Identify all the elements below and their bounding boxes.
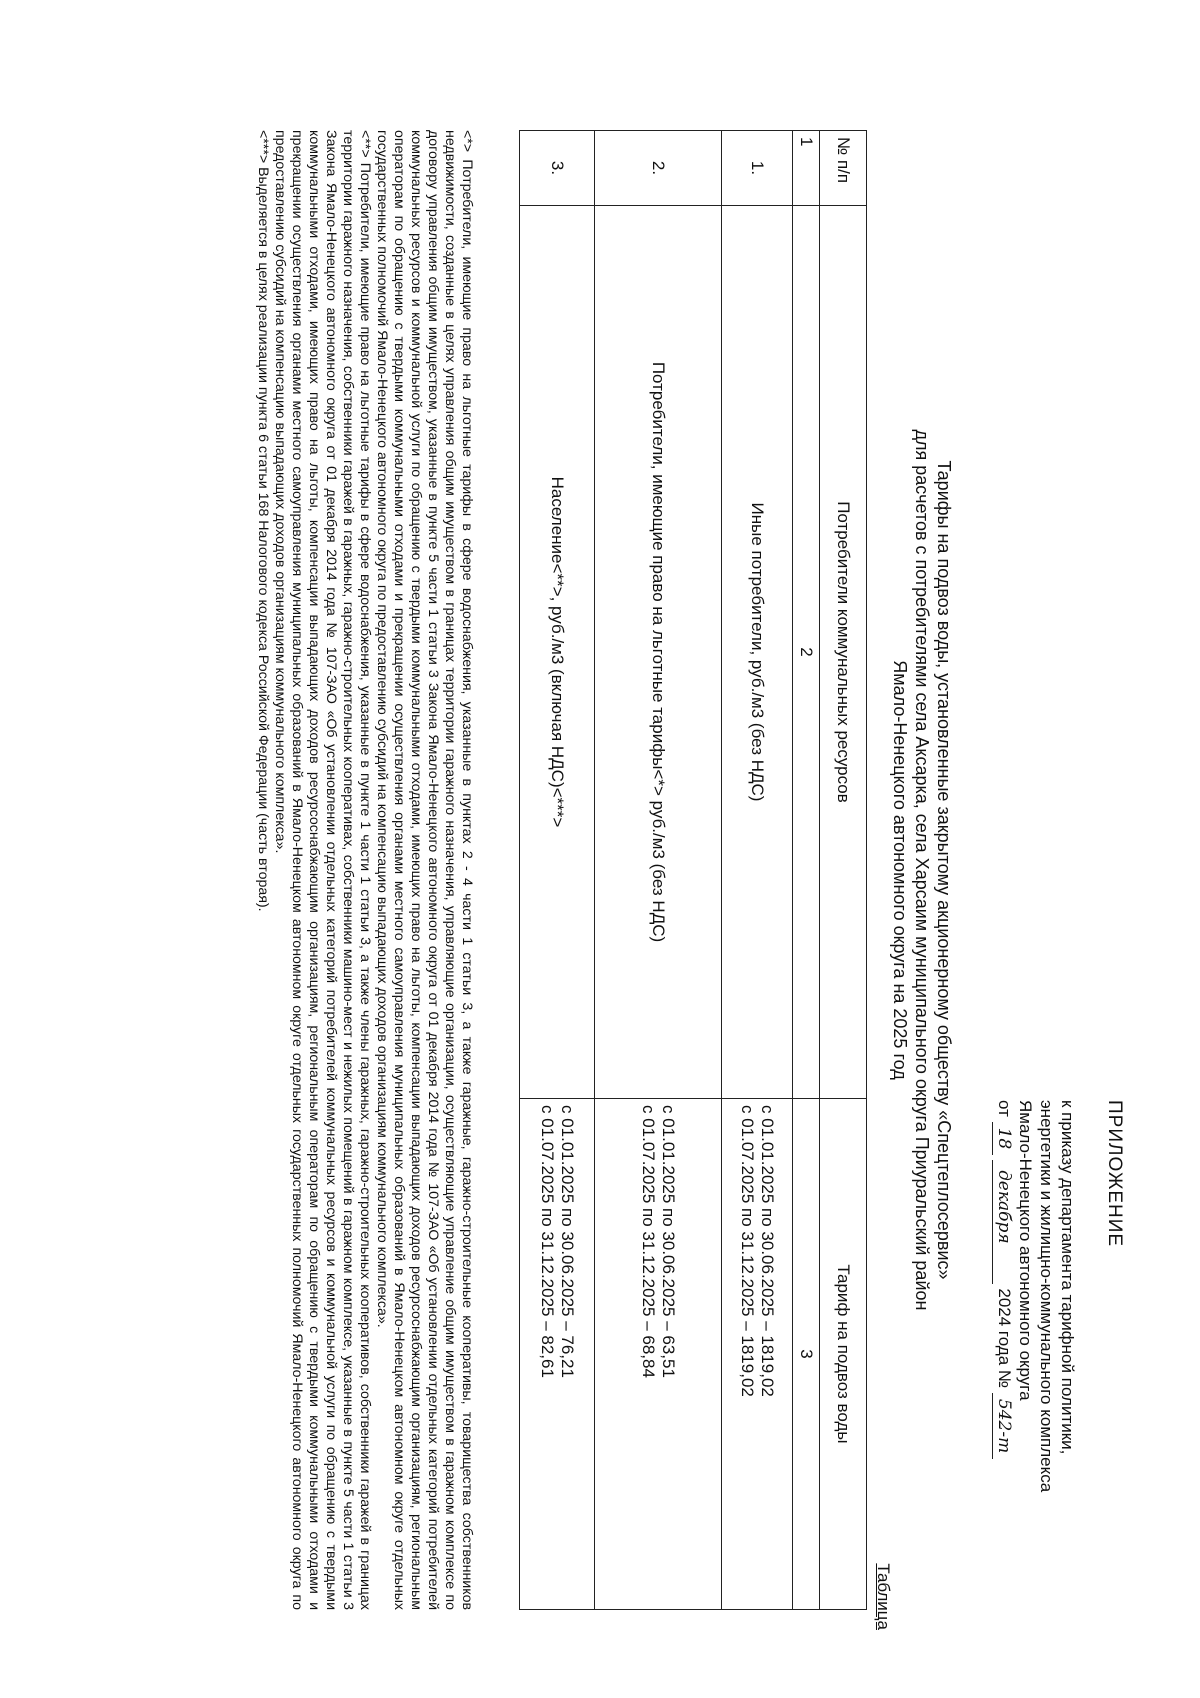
table-column-number-row — [793, 131, 820, 1610]
col-number-1: 1 — [793, 131, 820, 206]
tariff-period-1: с 01.01.2025 по 30.06.2025 – 1819,02 — [758, 1105, 777, 1397]
tariff-period-1: с 01.01.2025 по 30.06.2025 – 63,51 — [659, 1105, 678, 1378]
tariff-period-1: с 01.01.2025 по 30.06.2025 – 76,21 — [558, 1105, 577, 1378]
row-tariffs — [722, 1099, 793, 1610]
col-number-3: 3 — [793, 1099, 820, 1610]
row-tariffs — [595, 1099, 722, 1610]
order-date-line — [992, 1100, 1015, 1620]
tariff-table — [519, 130, 867, 1610]
row-number: 3. — [520, 131, 595, 206]
date-prefix: от — [995, 1100, 1014, 1117]
tariff-period-2: с 01.07.2025 по 31.12.2025 – 1819,02 — [738, 1105, 757, 1397]
row-tariffs — [520, 1099, 595, 1610]
row-number: 2. — [595, 131, 722, 206]
table-row — [595, 131, 722, 1610]
date-year: 2024 года № — [995, 1288, 1014, 1389]
title-line-3: Ямало-Ненецкого автономного округа на 2025 год — [890, 660, 910, 1080]
date-month-handwritten: декабря — [992, 1160, 1014, 1284]
header-cell-number: № п/п — [820, 131, 867, 206]
rotated-content — [55, 90, 1125, 1650]
table-header-row — [820, 131, 867, 1610]
tariff-period-2: с 01.07.2025 по 31.12.2025 – 82,61 — [538, 1105, 557, 1378]
appendix-header — [992, 1100, 1125, 1620]
date-day-handwritten: 18 — [992, 1122, 1014, 1156]
document-title — [889, 130, 955, 1610]
row-consumer: Население<**>, руб./м3 (включая НДС)<***> — [520, 206, 595, 1099]
title-line-2: для расчетов с потребителями села Аксарка, села Харсаим муниципального округа Приуральский район — [912, 429, 932, 1311]
table-caption: Таблица — [874, 1563, 893, 1630]
order-number-handwritten: 542-т — [992, 1393, 1014, 1459]
header-cell-consumers: Потребители коммунальных ресурсов — [820, 206, 867, 1099]
tariff-period-2: с 01.07.2025 по 31.12.2025 – 68,84 — [639, 1105, 658, 1378]
title-line-1: Тарифы на подвоз воды, установленные закрытому акционерному обществу «Спецтеплосервис» — [934, 460, 954, 1280]
appendix-label: ПРИЛОЖЕНИЕ — [1104, 1100, 1125, 1248]
footnotes — [254, 130, 475, 1610]
table-row — [722, 131, 793, 1610]
col-number-2: 2 — [793, 206, 820, 1099]
table-row — [520, 131, 595, 1610]
footnote-2: <**> Потребители, имеющие право на льготные тарифы в сфере водоснабжения, указанные в пункте 1 части 1 статьи 3, а также члены гаражных, гаражно-строительных кооперативов, собственники гаражей в границах территории гаражного назначения, собственники гаражей в гаражных, гаражно-строительных кооперативах, собственники машино-мест и нежилых помещений в гаражном комплексе, указанные в пункте 5 части 1 статьи 3 Закона Ямало-Ненецкого автономного округа от 01 декабря 2014 года № 107-ЗАО «Об установлении отдельных категорий потребителей коммунальных ресурсов и коммунальной услуги по обращению с твердыми коммунальными отходами, имеющих право на льготы, компенсации выпадающих доходов ресурсоснабжающим организациям, региональным операторам по обращению с твердыми коммунальными отходами и прекращении осуществления органами местного самоуправления муниципальных образований в Ямало-Ненецком автономном округе отдельных государственных полномочий Ямало-Ненецкого автономного округа по предоставлению субсидий на компенсацию выпадающих доходов организациям коммунального комплекса». — [272, 130, 373, 1610]
header-cell-tariff: Тариф на подвоз воды — [820, 1099, 867, 1610]
footnote-3: <***> Выделяется в целях реализации пункта 6 статьи 168 Налогового кодекса Российской Федерации (часть вторая). — [255, 130, 271, 912]
row-consumer: Иные потребители, руб./м3 (без НДС) — [722, 206, 793, 1099]
footnote-1: <*> Потребители, имеющие право на льготные тарифы в сфере водоснабжения, указанные в пунктах 2 - 4 части 1 статьи 3, а также гаражные, гаражно-строительные кооперативы, товарищества собственников недвижимости, созданные в целях управления общим имуществом в границах территории гаражного назначения, управляющие организации, осуществляющие управление общим имуществом в гаражном комплексе по договору управления общим имуществом, указанные в пункте 5 части 1 статьи 3 Закона Ямало-Ненецкого автономного округа от 01 декабря 2014 года № 107-ЗАО «Об установлении отдельных категорий потребителей коммунальных ресурсов и коммунальной услуги по обращению с твердыми коммунальными отходами, имеющих право на льготы, компенсации выпадающих доходов ресурсоснабжающим организациям, региональным операторам по обращению с твердыми коммунальными отходами и прекращении осуществления органами местного самоуправления муниципальных образований в Ямало-Ненецком автономном округе отдельных государственных полномочий Ямало-Ненецкого автономного округа по предоставлению субсидий на компенсацию выпадающих доходов организациям коммунального комплекса». — [374, 130, 475, 1610]
order-reference: к приказу департамента тарифной политики, энергетики и жилищно-коммунального комплекса Ямало-Ненецкого автономного округа — [1016, 1100, 1077, 1493]
row-consumer: Потребители, имеющие право на льготные тарифы<*> руб./м3 (без НДС) — [595, 206, 722, 1099]
row-number: 1. — [722, 131, 793, 206]
